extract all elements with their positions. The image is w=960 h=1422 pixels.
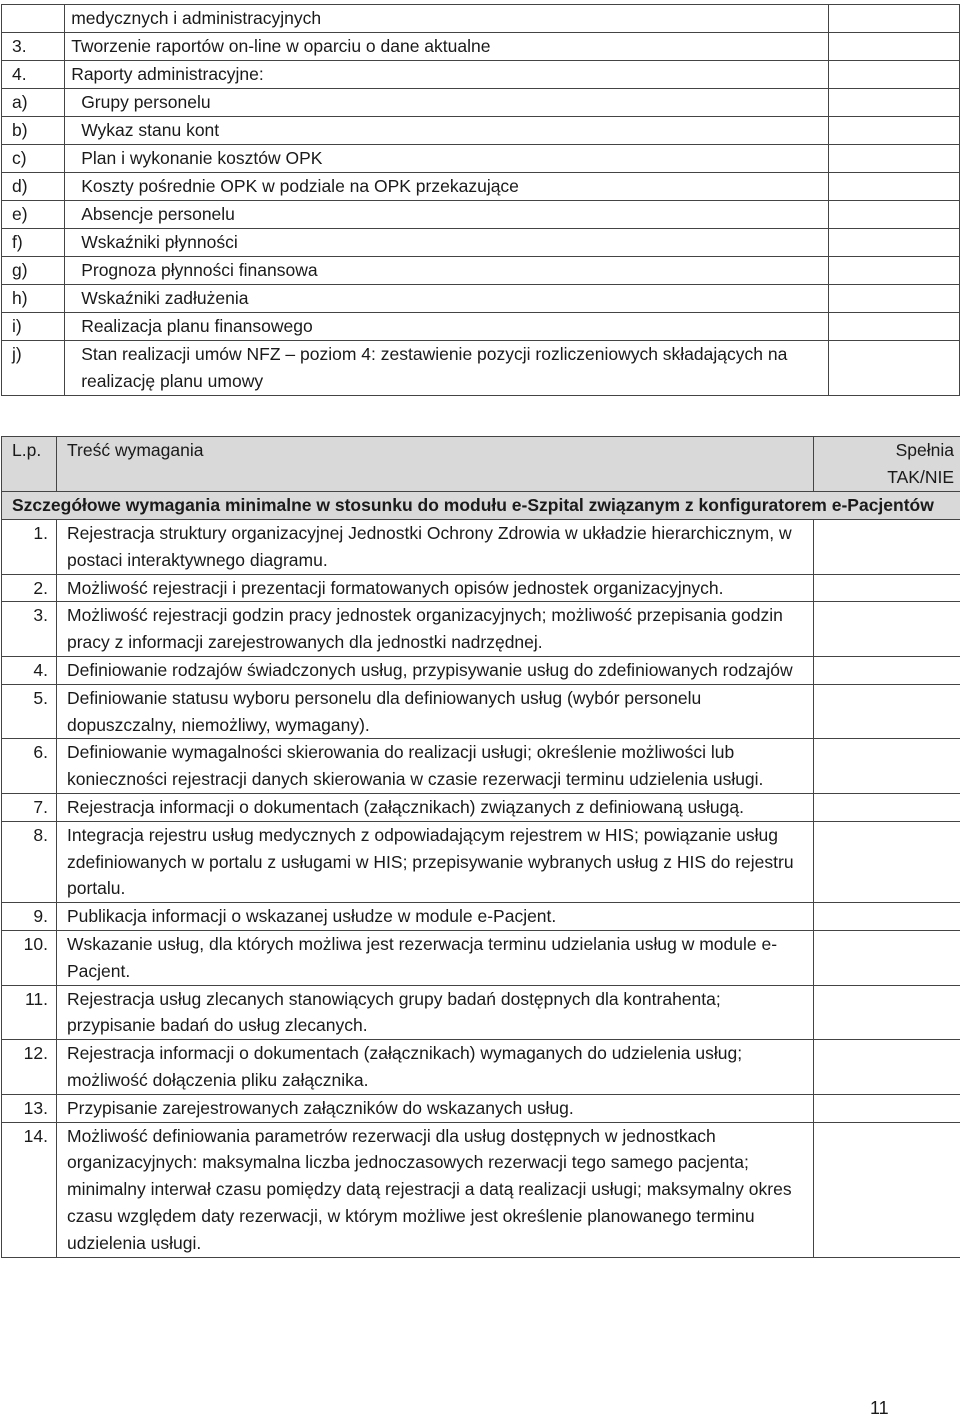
requirement-number: 2. (2, 574, 57, 602)
header-lp: L.p. (2, 437, 57, 492)
requirement-row (2, 1040, 960, 1095)
report-row-number: c) (2, 145, 65, 173)
report-row-number: e) (2, 201, 65, 229)
requirement-row (2, 1094, 960, 1122)
requirement-number: 4. (2, 656, 57, 684)
report-row-meets-cell[interactable] (828, 89, 959, 117)
report-row (2, 89, 960, 117)
section-header-row (2, 492, 960, 520)
requirement-text: Integracja rejestru usług medycznych z odpowiadającym rejestrem w HIS; powiązanie usług zdefiniowanych w portalu z usługami w HIS; przepisywanie wybranych usług z HIS do rejestru portalu. (57, 821, 814, 902)
requirement-meets-cell[interactable] (814, 684, 960, 739)
requirements-header-row (2, 437, 960, 492)
report-row-number: a) (2, 89, 65, 117)
report-row-meets-cell[interactable] (828, 257, 959, 285)
report-row-number: f) (2, 229, 65, 257)
report-row-text: Raporty administracyjne: (65, 61, 828, 89)
requirement-number: 13. (2, 1094, 57, 1122)
report-row-number: 4. (2, 61, 65, 89)
report-row (2, 229, 960, 257)
report-row-meets-cell[interactable] (828, 285, 959, 313)
requirement-text: Definiowanie rodzajów świadczonych usług, przypisywanie usług do zdefiniowanych rodzajów (57, 656, 814, 684)
report-row (2, 33, 960, 61)
report-row-meets-cell[interactable] (828, 173, 959, 201)
report-row-meets-cell[interactable] (828, 341, 959, 396)
requirement-meets-cell[interactable] (814, 520, 960, 575)
requirement-meets-cell[interactable] (814, 656, 960, 684)
requirement-text: Rejestracja struktury organizacyjnej Jednostki Ochrony Zdrowia w układzie hierarchicznym, w postaci interaktywnego diagramu. (57, 520, 814, 575)
report-row (2, 61, 960, 89)
requirement-number: 1. (2, 520, 57, 575)
requirement-number: 11. (2, 985, 57, 1040)
requirement-meets-cell[interactable] (814, 793, 960, 821)
requirement-text: Rejestracja informacji o dokumentach (załącznikach) wymaganych do udzielenia usług; możliwość dołączenia pliku załącznika. (57, 1040, 814, 1095)
requirement-meets-cell[interactable] (814, 930, 960, 985)
report-row-number: i) (2, 313, 65, 341)
report-row-number: 3. (2, 33, 65, 61)
requirement-row (2, 821, 960, 902)
report-row (2, 173, 960, 201)
requirement-row (2, 684, 960, 739)
header-meets-line2: TAK/NIE (887, 467, 954, 487)
requirement-text: Przypisanie zarejestrowanych załączników do wskazanych usług. (57, 1094, 814, 1122)
report-row-text: Grupy personelu (65, 89, 828, 117)
requirement-text: Możliwość rejestracji i prezentacji formatowanych opisów jednostek organizacyjnych. (57, 574, 814, 602)
requirement-number: 14. (2, 1122, 57, 1257)
requirement-meets-cell[interactable] (814, 985, 960, 1040)
report-row-meets-cell[interactable] (828, 229, 959, 257)
requirement-meets-cell[interactable] (814, 1122, 960, 1257)
requirement-row (2, 985, 960, 1040)
report-row-number: b) (2, 117, 65, 145)
section-title: Szczegółowe wymagania minimalne w stosunku do modułu e-Szpital związanym z konfiguratorem e-Pacjentów (2, 492, 960, 520)
requirement-text: Rejestracja usług zlecanych stanowiących grupy badań dostępnych dla kontrahenta; przypisanie badań do usług zlecanych. (57, 985, 814, 1040)
requirement-row (2, 1122, 960, 1257)
requirement-number: 12. (2, 1040, 57, 1095)
report-row-text: Koszty pośrednie OPK w podziale na OPK przekazujące (65, 173, 828, 201)
report-row-number: g) (2, 257, 65, 285)
requirement-meets-cell[interactable] (814, 1040, 960, 1095)
requirement-row (2, 739, 960, 794)
header-meets (814, 437, 960, 492)
report-row (2, 285, 960, 313)
requirement-text: Możliwość definiowania parametrów rezerwacji dla usług dostępnych w jednostkach organizacyjnych: maksymalna liczba jednoczasowych rezerwacji tego samego pacjenta; minimalny interwał czasu pomiędzy datą rejestracji a datą realizacji usługi; maksymalny okres czasu względem daty rezerwacji, w którym możliwe jest określenie planowanego terminu udzielenia usługi. (57, 1122, 814, 1257)
report-row (2, 257, 960, 285)
requirement-meets-cell[interactable] (814, 602, 960, 657)
requirement-number: 6. (2, 739, 57, 794)
requirement-meets-cell[interactable] (814, 1094, 960, 1122)
report-row (2, 313, 960, 341)
requirement-row (2, 520, 960, 575)
requirement-meets-cell[interactable] (814, 821, 960, 902)
report-row (2, 341, 960, 396)
requirement-meets-cell[interactable] (814, 574, 960, 602)
report-row-meets-cell[interactable] (828, 61, 959, 89)
requirement-row (2, 930, 960, 985)
requirement-text: Wskazanie usług, dla których możliwa jest rezerwacja terminu udzielania usług w module e-Pacjent. (57, 930, 814, 985)
requirement-text: Publikacja informacji o wskazanej usłudze w module e-Pacjent. (57, 903, 814, 931)
report-row (2, 117, 960, 145)
report-row-number: j) (2, 341, 65, 396)
report-row-text: medycznych i administracyjnych (65, 5, 828, 33)
report-row-meets-cell[interactable] (828, 201, 959, 229)
requirement-number: 10. (2, 930, 57, 985)
requirement-text: Możliwość rejestracji godzin pracy jednostek organizacyjnych; możliwość przepisania godzin pracy z informacji zarejestrowanych dla jednostki nadrzędnej. (57, 602, 814, 657)
report-row (2, 201, 960, 229)
report-row-meets-cell[interactable] (828, 33, 959, 61)
report-row-number (2, 5, 65, 33)
report-row-text: Stan realizacji umów NFZ – poziom 4: zestawienie pozycji rozliczeniowych składających na realizację planu umowy (65, 341, 828, 396)
requirement-meets-cell[interactable] (814, 739, 960, 794)
report-row-text: Wskaźniki zadłużenia (65, 285, 828, 313)
requirement-row (2, 903, 960, 931)
requirements-table (1, 436, 960, 1258)
requirement-row (2, 574, 960, 602)
report-row-text: Plan i wykonanie kosztów OPK (65, 145, 828, 173)
requirement-row (2, 656, 960, 684)
header-content: Treść wymagania (57, 437, 814, 492)
report-row-meets-cell[interactable] (828, 313, 959, 341)
report-row-text: Wykaz stanu kont (65, 117, 828, 145)
requirement-number: 7. (2, 793, 57, 821)
requirement-number: 3. (2, 602, 57, 657)
report-row (2, 145, 960, 173)
report-row-number: h) (2, 285, 65, 313)
requirement-number: 8. (2, 821, 57, 902)
requirement-text: Definiowanie wymagalności skierowania do realizacji usługi; określenie możliwości lub konieczności rejestracji danych skierowania w czasie rezerwacji terminu udzielenia usługi. (57, 739, 814, 794)
report-row-meets-cell[interactable] (828, 117, 959, 145)
requirement-meets-cell[interactable] (814, 903, 960, 931)
report-row-number: d) (2, 173, 65, 201)
header-meets-line1: Spełnia (895, 440, 954, 460)
reports-table (1, 4, 960, 396)
report-row-text: Wskaźniki płynności (65, 229, 828, 257)
report-row (2, 5, 960, 33)
requirement-text: Definiowanie statusu wyboru personelu dla definiowanych usług (wybór personelu dopuszczalny, niemożliwy, wymagany). (57, 684, 814, 739)
requirement-row (2, 602, 960, 657)
report-row-text: Realizacja planu finansowego (65, 313, 828, 341)
requirement-number: 9. (2, 903, 57, 931)
requirement-row (2, 793, 960, 821)
report-row-text: Prognoza płynności finansowa (65, 257, 828, 285)
report-row-meets-cell[interactable] (828, 145, 959, 173)
report-row-meets-cell[interactable] (828, 5, 959, 33)
report-row-text: Absencje personelu (65, 201, 828, 229)
page-number: 11 (870, 1398, 889, 1418)
requirement-text: Rejestracja informacji o dokumentach (załącznikach) związanych z definiowaną usługą. (57, 793, 814, 821)
report-row-text: Tworzenie raportów on-line w oparciu o dane aktualne (65, 33, 828, 61)
requirement-number: 5. (2, 684, 57, 739)
